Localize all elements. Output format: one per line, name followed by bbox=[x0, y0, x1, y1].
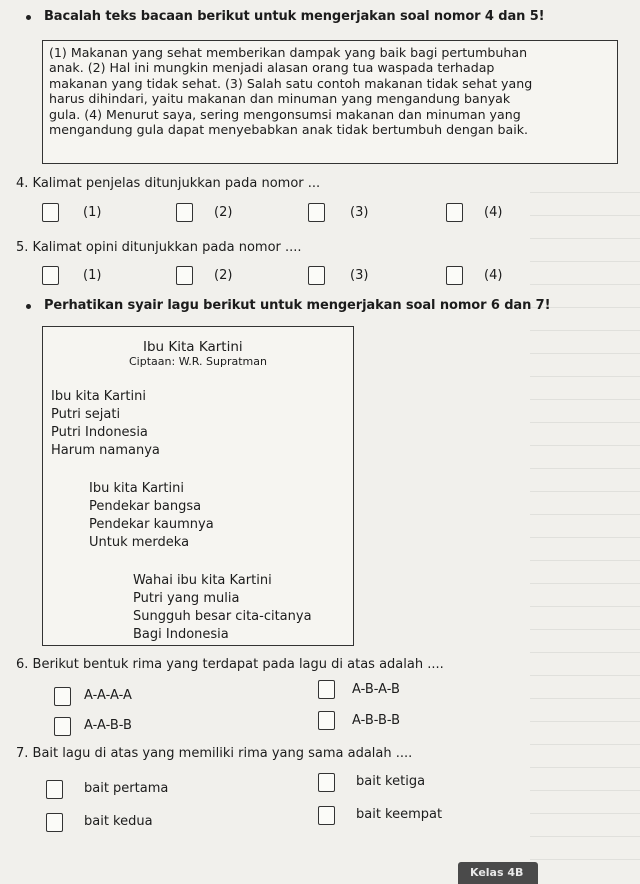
checkbox-q4-3[interactable] bbox=[308, 203, 325, 222]
passage-line: mengandung gula dapat menyebabkan anak tidak bertumbuh dengan baik. bbox=[49, 122, 529, 138]
footer-label: Kelas 4B bbox=[470, 866, 524, 879]
question-5: 5. Kalimat opini ditunjukkan pada nomor .... bbox=[16, 240, 302, 255]
option-label: (2) bbox=[214, 205, 233, 220]
checkbox-q6-b[interactable] bbox=[318, 680, 335, 699]
checkbox-q7-2[interactable] bbox=[46, 813, 63, 832]
checkbox-q5-1[interactable] bbox=[42, 266, 59, 285]
question-4: 4. Kalimat penjelas ditunjukkan pada nomor ... bbox=[16, 176, 321, 191]
page-bleed-through bbox=[510, 170, 640, 860]
stanza1-line: Ibu kita Kartini bbox=[51, 389, 146, 404]
option-label: (1) bbox=[83, 268, 102, 283]
checkbox-q7-3[interactable] bbox=[318, 773, 335, 792]
stanza1-line: Putri Indonesia bbox=[51, 425, 148, 440]
stanza2-line: Ibu kita Kartini bbox=[89, 481, 184, 496]
checkbox-q5-3[interactable] bbox=[308, 266, 325, 285]
option-label: (4) bbox=[484, 205, 503, 220]
option-label: (3) bbox=[350, 205, 369, 220]
option-label: (1) bbox=[83, 205, 102, 220]
option-label: bait keempat bbox=[356, 807, 443, 822]
stanza2-line: Pendekar bangsa bbox=[89, 499, 202, 514]
section1-heading: Bacalah teks bacaan berikut untuk mengerjakan soal nomor 4 dan 5! bbox=[44, 9, 545, 24]
stanza3-line: Wahai ibu kita Kartini bbox=[133, 573, 272, 588]
option-label: A-A-B-B bbox=[84, 718, 132, 733]
stanza3-line: Sungguh besar cita-citanya bbox=[133, 609, 312, 624]
checkbox-q4-4[interactable] bbox=[446, 203, 463, 222]
bullet-icon bbox=[26, 15, 31, 20]
question-7: 7. Bait lagu di atas yang memiliki rima yang sama adalah .... bbox=[16, 746, 413, 761]
song-title: Ibu Kita Kartini bbox=[143, 339, 243, 355]
reading-passage bbox=[42, 40, 618, 164]
option-label: (4) bbox=[484, 268, 503, 283]
stanza2-line: Untuk merdeka bbox=[89, 535, 190, 550]
passage-line: (1) Makanan yang sehat memberikan dampak yang baik bagi pertumbuhan bbox=[49, 45, 528, 60]
stanza1-line: Harum namanya bbox=[51, 443, 160, 458]
option-label: A-B-A-B bbox=[352, 682, 400, 697]
checkbox-q4-2[interactable] bbox=[176, 203, 193, 222]
song-lyrics-box bbox=[42, 326, 354, 646]
checkbox-q6-d[interactable] bbox=[318, 711, 335, 730]
checkbox-q4-1[interactable] bbox=[42, 203, 59, 222]
stanza2-line: Pendekar kaumnya bbox=[89, 517, 214, 532]
stanza3-line: Putri yang mulia bbox=[133, 591, 240, 606]
bullet-icon bbox=[26, 304, 31, 309]
passage-line: gula. (4) Menurut saya, sering mengonsumsi makanan dan minuman yang bbox=[49, 106, 521, 122]
checkbox-q7-1[interactable] bbox=[46, 780, 63, 799]
stanza1-line: Putri sejati bbox=[51, 407, 121, 422]
section2-heading: Perhatikan syair lagu berikut untuk mengerjakan soal nomor 6 dan 7! bbox=[44, 298, 551, 313]
option-label: bait ketiga bbox=[356, 774, 426, 789]
checkbox-q5-4[interactable] bbox=[446, 266, 463, 285]
passage-line: anak. (2) Hal ini mungkin menjadi alasan orang tua waspada terhadap bbox=[49, 60, 495, 76]
option-label: bait pertama bbox=[84, 781, 169, 796]
option-label: bait kedua bbox=[84, 814, 153, 829]
song-credit: Ciptaan: W.R. Supratman bbox=[129, 355, 267, 368]
checkbox-q6-a[interactable] bbox=[54, 687, 71, 706]
checkbox-q7-4[interactable] bbox=[318, 806, 335, 825]
option-label: (3) bbox=[350, 268, 369, 283]
question-6: 6. Berikut bentuk rima yang terdapat pada lagu di atas adalah .... bbox=[16, 657, 444, 672]
passage-line: makanan yang tidak sehat. (3) Salah satu contoh makanan tidak sehat yang bbox=[49, 75, 533, 91]
option-label: (2) bbox=[214, 268, 233, 283]
checkbox-q5-2[interactable] bbox=[176, 266, 193, 285]
passage-line: harus dihindari, yaitu makanan dan minuman yang mengandung banyak bbox=[49, 91, 511, 107]
checkbox-q6-c[interactable] bbox=[54, 717, 71, 736]
option-label: A-B-B-B bbox=[352, 713, 401, 728]
stanza3-line: Bagi Indonesia bbox=[133, 627, 229, 642]
option-label: A-A-A-A bbox=[84, 688, 132, 703]
